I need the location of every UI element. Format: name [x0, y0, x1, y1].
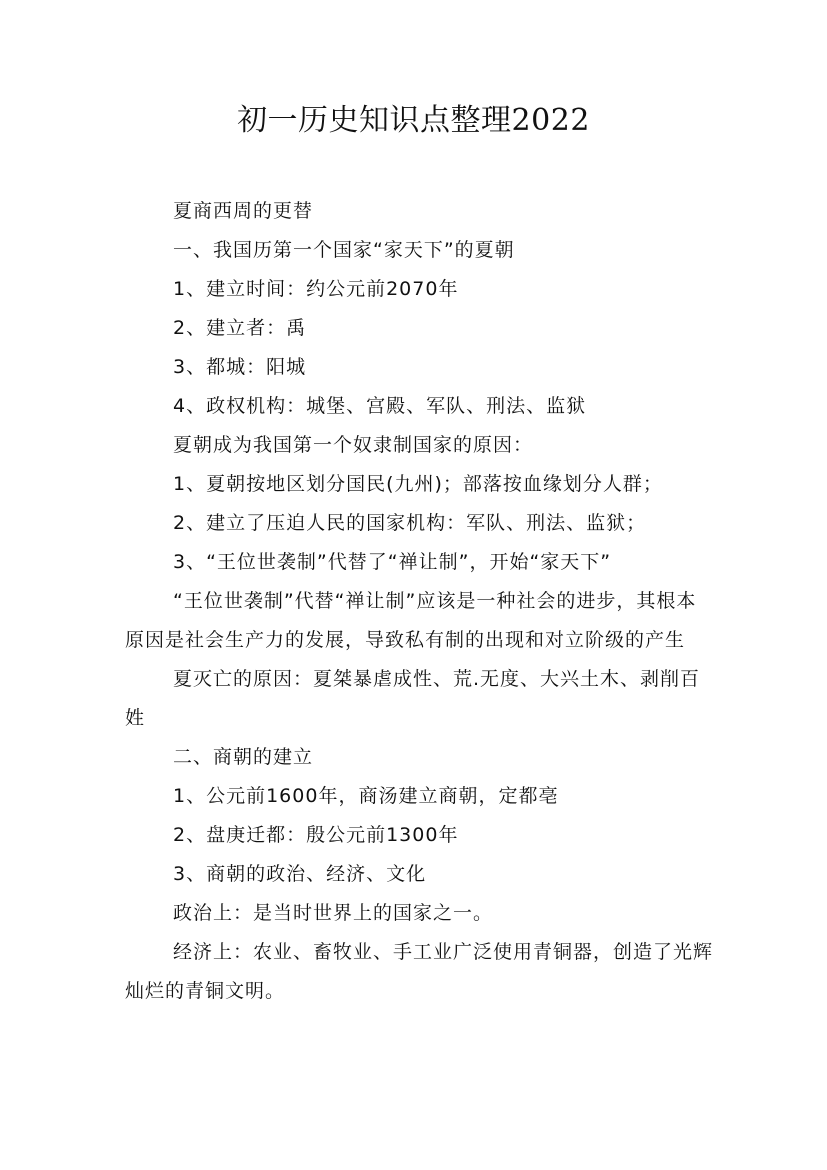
- section-heading: 一、我国历第一个国家“家天下”的夏朝: [173, 239, 515, 261]
- list-item: 1、公元前1600年，商汤建立商朝，定都亳: [173, 785, 559, 807]
- section-heading: 夏商西周的更替: [173, 200, 314, 222]
- list-item: 2、建立者：禹: [173, 317, 307, 339]
- paragraph: 政治上：是当时世界上的国家之一。: [173, 902, 494, 924]
- paragraph: 夏灭亡的原因：夏桀暴虐成性、荒.无度、大兴土木、剥削百姓: [125, 668, 701, 729]
- paragraph: 夏朝成为我国第一个奴隶制国家的原因：: [173, 434, 534, 456]
- list-item: 3、都城：阳城: [173, 356, 307, 378]
- list-item: 2、盘庚迁都：殷公元前1300年: [173, 824, 459, 846]
- section-heading: 二、商朝的建立: [173, 746, 314, 768]
- paragraph: “王位世袭制”代替“禅让制”应该是一种社会的进步，其根本原因是社会生产力的发展，导致私有制的出现和对立阶级的产生: [125, 590, 697, 651]
- list-item: 3、商朝的政治、经济、文化: [173, 863, 427, 885]
- paragraph: 经济上：农业、畜牧业、手工业广泛使用青铜器，创造了光辉灿烂的青铜文明。: [125, 941, 714, 1002]
- list-item: 3、“王位世袭制”代替了“禅让制”，开始“家天下”: [173, 551, 612, 573]
- list-item: 1、夏朝按地区划分国民(九州)；部落按血缘划分人群；: [173, 473, 663, 495]
- list-item: 4、政权机构：城堡、宫殿、军队、刑法、监狱: [173, 395, 587, 417]
- document-body: [125, 192, 713, 1011]
- document-title: 初一历史知识点整理2022: [237, 103, 590, 138]
- list-item: 2、建立了压迫人民的国家机构：军队、刑法、监狱；: [173, 512, 647, 534]
- list-item: 1、建立时间：约公元前2070年: [173, 278, 459, 300]
